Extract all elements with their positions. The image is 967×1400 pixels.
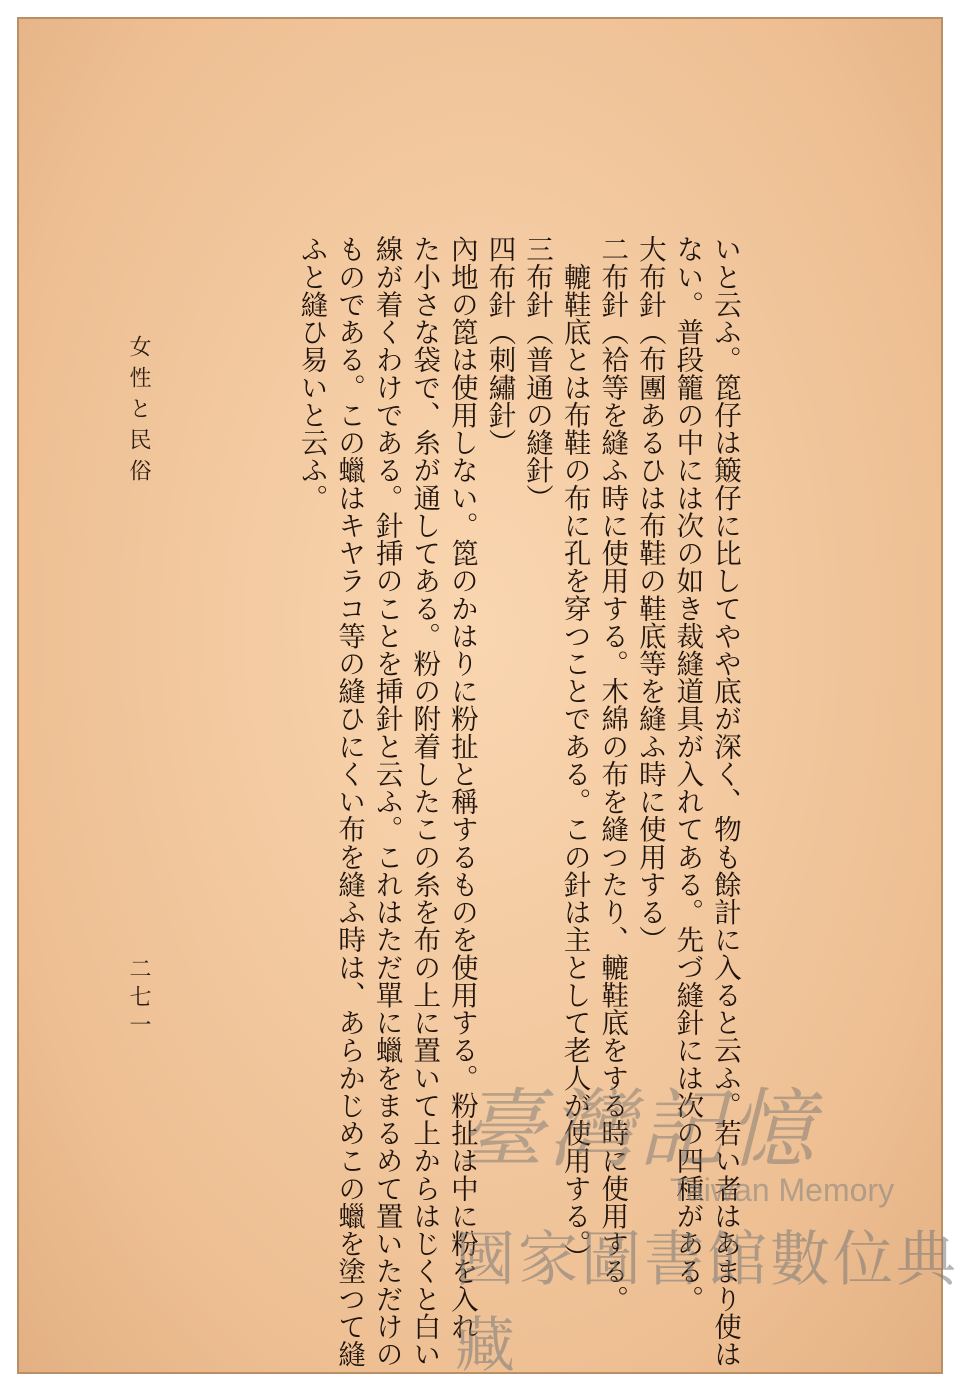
text-line-1: いと云ふ。箆仔は簸仔に比してやや底が深く、物も餘計に入ると云ふ。若い者はあまり使は — [709, 235, 741, 1368]
text-line-10: 線が着くわけである。針挿のことを挿針と云ふ。これはただ單に蠟をまるめて置いただけの — [370, 235, 403, 1368]
page-number: 二七一 — [126, 957, 151, 1041]
watermark-title: 臺灣記憶 — [458, 1080, 818, 1180]
text-line-6: 三布針（普通の縫針） — [521, 235, 554, 512]
text-line-3: 大布針（布團あるひは布鞋の鞋底等を縫ふ時に使用する） — [633, 235, 666, 954]
running-head: 女性と民俗 — [126, 335, 151, 490]
text-line-5: 轆鞋底とは布鞋の布に孔を穿つことである。この針は主として老人が使用する。） — [558, 235, 591, 1271]
book-page — [17, 17, 943, 1374]
text-line-4: 二布針（袷等を縫ふ時に使用する。木綿の布を縫つたり、轆鞋底をする時に使用する。 — [596, 235, 629, 1313]
text-line-7: 四布針（刺繡針） — [483, 235, 516, 456]
text-line-9: た小さな袋で、糸が通してある。粉の附着したこの糸を布の上に置いて上からはじくと白い — [408, 235, 441, 1368]
watermark-english: Taiwan Memory — [670, 1172, 895, 1208]
text-line-2: ない。普段籠の中には次の如き裁縫道具が入れてある。先づ縫針には次の四種がある。 — [671, 235, 704, 1313]
text-line-11: ものである。この蠟はキヤラコ等の縫ひにくい布を縫ふ時は、あらかじめこの蠟を塗つて縫 — [333, 235, 366, 1368]
text-line-12: ふと縫ひ易いと云ふ。 — [295, 235, 328, 512]
watermark-library: 國家圖書館數位典藏 — [455, 1225, 959, 1381]
text-line-8: 內地の箆は使用しない。箆のかはりに粉扯と稱するものを使用する。粉扯は中に粉を入れ — [445, 235, 478, 1340]
